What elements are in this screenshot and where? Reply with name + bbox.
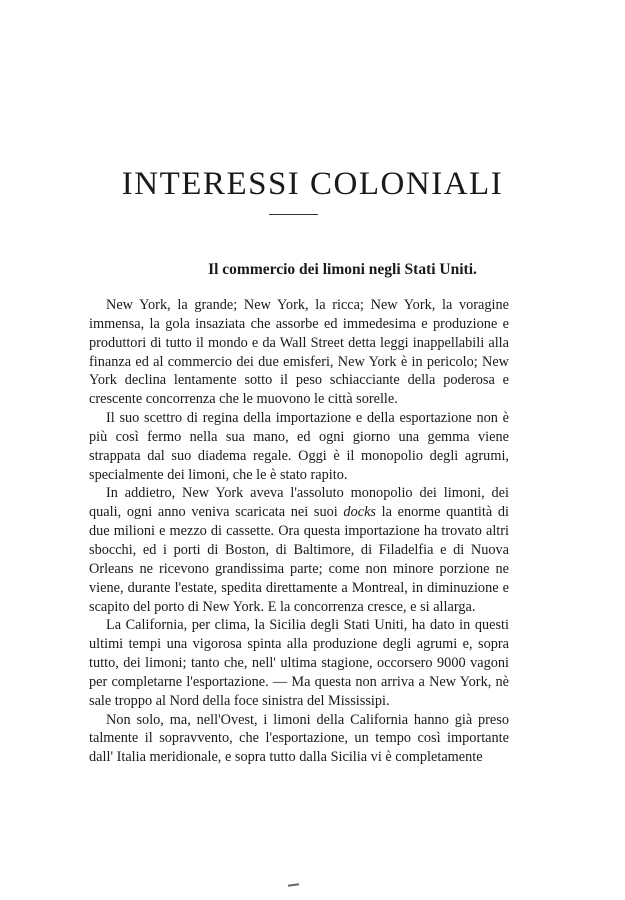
section-heading: Il commercio dei limoni negli Stati Uniti. bbox=[208, 261, 477, 278]
article-body bbox=[89, 296, 509, 767]
paragraph-3-emphasis: docks bbox=[343, 504, 376, 521]
paragraph-3-text-before: In addietro, New York aveva l'assoluto monopolio dei limoni, dei quali, ogni anno veniva scaricata nei suoi bbox=[89, 485, 509, 521]
paragraph-3-text-after: la enorme quantità di due milioni e mezzo di cassette. Ora questa importazione ha trovato altri sbocchi, ed i porti di Boston, di Baltimore, di Filadelfia e di Nuova Orleans ne ricevono grandissima parte; come non minore porzione ne viene, durante l'estate, spedita direttamente a Montreal, in diminuzione e scapito del porto di New York. E la concorrenza cresce, e si allarga. bbox=[89, 504, 509, 615]
title-divider bbox=[269, 214, 318, 215]
paragraph-5: Non solo, ma, nell'Ovest, i limoni della California hanno già preso talmente il sopravvento, che l'esportazione, un tempo così importante dall' Italia meridionale, e sopra tutto dalla Sicilia vi è completamente bbox=[89, 711, 509, 766]
page-mark bbox=[288, 883, 299, 887]
page-title: INTERESSI COLONIALI bbox=[121, 166, 504, 202]
paragraph-1: New York, la grande; New York, la ricca; New York, la voragine immensa, la gola insaziata che assorbe ed immedesima e produzione e produttori di tutto il mondo e da Wall Street detta leggi inappellabili alla finanza ed al commercio dei due emisferi, New York è in pericolo; New York declina lentamente sotto il peso schiacciante della poderosa e crescente concorrenza che le muovono le città sorelle. bbox=[89, 297, 509, 408]
paragraph-3 bbox=[89, 484, 509, 616]
paragraph-2: Il suo scettro di regina della importazione e della esportazione non è più così fermo nella sua mano, ed ogni giorno una gemma viene strappata dal suo diadema regale. Oggi è il monopolio degli agrumi, specialmente dei limoni, che le è stato rapito. bbox=[89, 410, 509, 483]
paragraph-4: La California, per clima, la Sicilia degli Stati Uniti, ha dato in questi ultimi tempi una vigorosa spinta alla produzione degli agrumi e, sopra tutto, dei limoni; tanto che, nell' ultima stagione, occorsero 9000 vagoni per completarne l'esportazione. — Ma questa non arriva a New York, nè sale troppo al Nord della foce sinistra del Mississipi. bbox=[89, 617, 509, 709]
